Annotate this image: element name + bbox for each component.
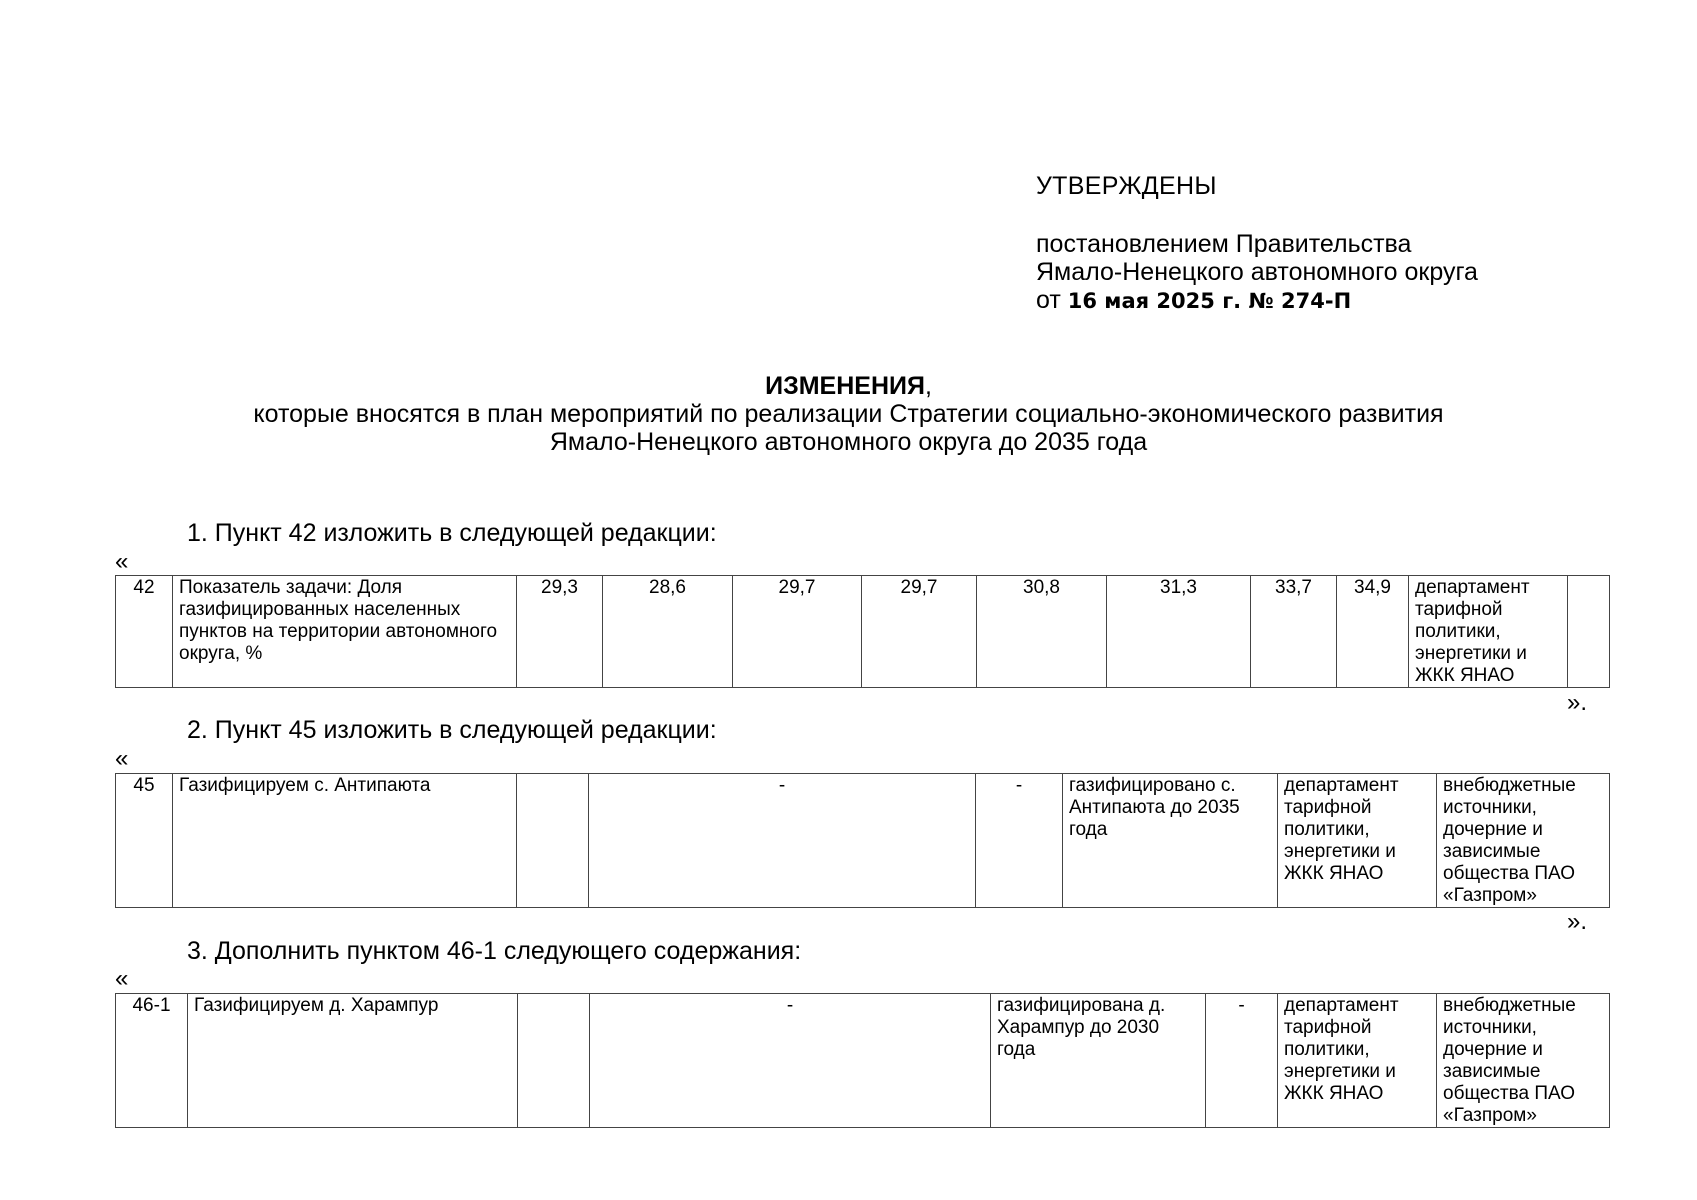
- heading-title: ИЗМЕНЕНИЯ: [765, 372, 925, 400]
- responsible-cell: департамент тарифной политики, энергетики и ЖКК ЯНАО: [1409, 576, 1568, 688]
- item-description: Показатель задачи: Доля газифицированных населенных пунктов на территории автономного округа, %: [173, 576, 517, 688]
- table-row: [116, 576, 1610, 688]
- item-number: 46-1: [116, 994, 188, 1128]
- approval-line-2: Ямало-Ненецкого автономного округа: [1036, 258, 1478, 286]
- value-cell: 31,3: [1107, 576, 1251, 688]
- item-number: 42: [116, 576, 173, 688]
- heading-subtitle-1: которые вносятся в план мероприятий по реализации Стратегии социально-экономического развития: [253, 400, 1444, 428]
- funding-cell: внебюджетные источники, дочерние и зависимые общества ПАО «Газпром»: [1437, 994, 1610, 1128]
- dash-cell: -: [589, 774, 976, 908]
- section-2-intro: 2. Пункт 45 изложить в следующей редакции:: [187, 716, 717, 744]
- value-cell: 33,7: [1251, 576, 1337, 688]
- value-cell: 30,8: [977, 576, 1107, 688]
- section-2-quote-close: ».: [1567, 908, 1588, 935]
- section-1-intro: 1. Пункт 42 изложить в следующей редакции:: [187, 519, 717, 547]
- section-3-quote-open: «: [115, 965, 129, 992]
- section-1-quote-open: «: [115, 548, 129, 575]
- heading-title-line: [0, 372, 1697, 400]
- table-row: [116, 774, 1610, 908]
- value-cell: 29,7: [862, 576, 977, 688]
- value-cell: 34,9: [1337, 576, 1409, 688]
- approval-line-1: постановлением Правительства: [1036, 230, 1412, 258]
- section-2-table: [115, 773, 1610, 908]
- heading-title-comma: ,: [924, 372, 932, 400]
- dash-cell: -: [1206, 994, 1278, 1128]
- approval-date-prefix: от: [1036, 286, 1061, 314]
- item-description: Газифицируем с. Антипаюта: [173, 774, 517, 908]
- section-2-quote-open: «: [115, 745, 129, 772]
- empty-cell: [518, 994, 590, 1128]
- value-cell: 29,3: [517, 576, 603, 688]
- approval-date-line: [1036, 286, 1478, 315]
- value-cell: 29,7: [733, 576, 862, 688]
- dash-cell: -: [590, 994, 991, 1128]
- result-cell: газифицирована д. Харампур до 2030 года: [991, 994, 1206, 1128]
- approval-title: УТВЕРЖДЕНЫ: [1036, 172, 1217, 200]
- decree-number: 16 мая 2025 г. № 274-П: [1067, 289, 1352, 313]
- section-3-intro: 3. Дополнить пунктом 46-1 следующего содержания:: [187, 937, 802, 965]
- section-1-quote-close: ».: [1567, 689, 1588, 716]
- document-heading: [0, 372, 1697, 456]
- empty-cell: [517, 774, 589, 908]
- section-1-table: [115, 575, 1610, 688]
- responsible-cell: департамент тарифной политики, энергетики и ЖКК ЯНАО: [1278, 774, 1437, 908]
- dash-cell: -: [976, 774, 1063, 908]
- heading-subtitle-2: Ямало-Ненецкого автономного округа до 2035 года: [549, 428, 1148, 456]
- approval-text: [1036, 230, 1478, 315]
- section-3-table: [115, 993, 1610, 1128]
- empty-cell: [1568, 576, 1610, 688]
- responsible-cell: департамент тарифной политики, энергетики и ЖКК ЯНАО: [1278, 994, 1437, 1128]
- funding-cell: внебюджетные источники, дочерние и зависимые общества ПАО «Газпром»: [1437, 774, 1610, 908]
- result-cell: газифицировано с. Антипаюта до 2035 года: [1063, 774, 1278, 908]
- value-cell: 28,6: [603, 576, 733, 688]
- table-row: [116, 994, 1610, 1128]
- item-description: Газифицируем д. Харампур: [188, 994, 518, 1128]
- item-number: 45: [116, 774, 173, 908]
